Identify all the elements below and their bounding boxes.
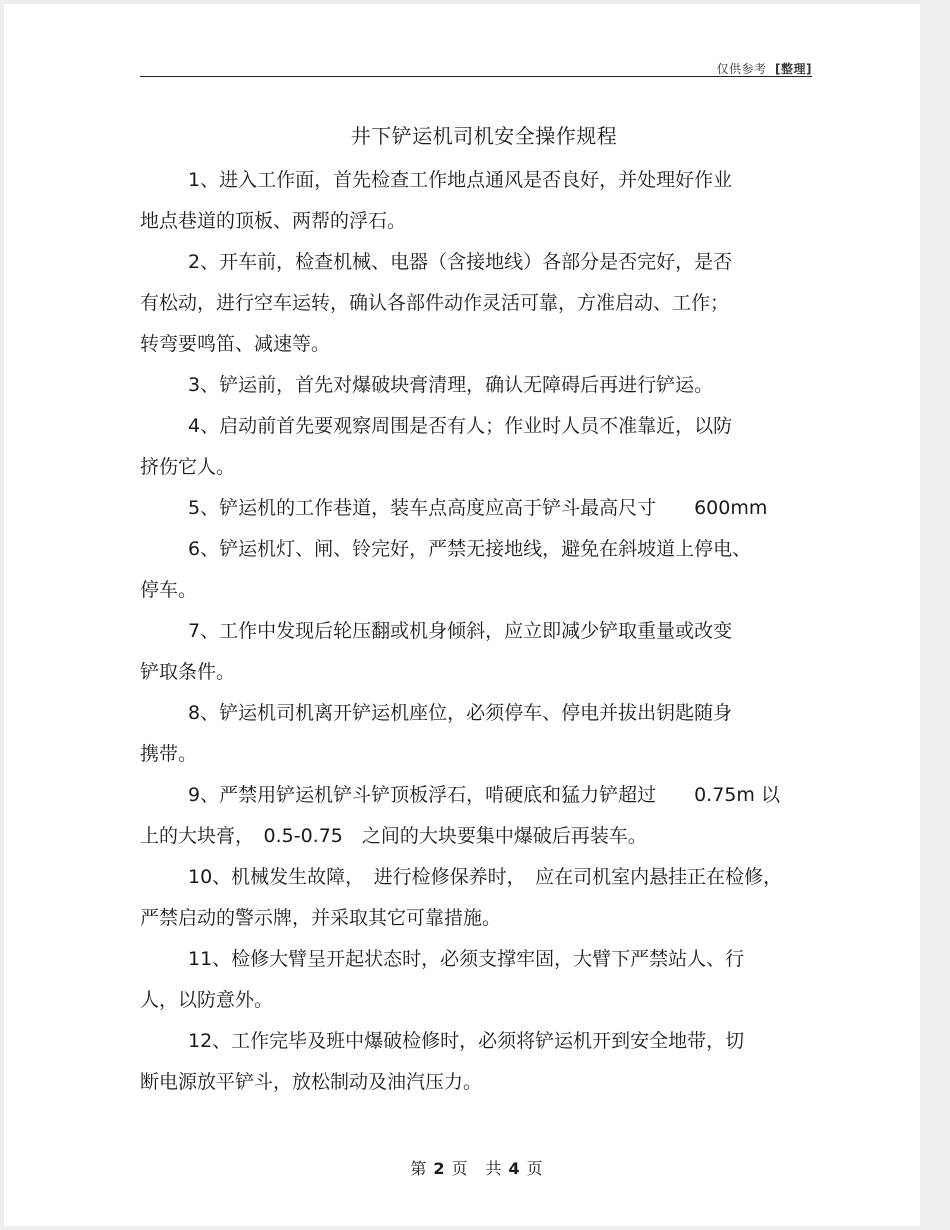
paragraph-line: 铲取条件。 (140, 661, 236, 683)
page-footer (4, 1156, 950, 1179)
paragraph-line: 1、进入工作面，首先检查工作地点通风是否良好，并处理好作业 (188, 169, 733, 191)
paragraph-2 (140, 242, 820, 365)
paragraph-10 (140, 857, 820, 939)
paragraph-5 (140, 488, 820, 529)
header-note-tag: [整理] (775, 62, 812, 76)
paragraph-line: 5、铲运机的工作巷道，装车点高度应高于铲斗最高尺寸 600mm (188, 497, 768, 519)
footer-suffix: 页 (526, 1159, 544, 1178)
paragraph-line: 11、检修大臂呈开起状态时，必须支撑牢固，大臂下严禁站人、行 (188, 948, 745, 970)
footer-middle: 页 共 (451, 1159, 503, 1178)
header-note (717, 60, 812, 77)
header-divider (140, 76, 812, 77)
current-page-number: 2 (433, 1159, 446, 1178)
paragraph-line: 有松动，进行空车运转，确认各部件动作灵活可靠，方准启动、工作； (140, 292, 730, 314)
paragraph-9 (140, 775, 820, 857)
paragraph-line: 10、机械发生故障， 进行检修保养时， 应在司机室内悬挂正在检修， (188, 866, 783, 888)
document-body (140, 160, 820, 1103)
paragraph-line: 4、启动前首先要观察周围是否有人；作业时人员不准靠近，以防 (188, 415, 733, 437)
paragraph-line: 人，以防意外。 (140, 989, 274, 1011)
paragraph-line: 6、铲运机灯、闸、铃完好，严禁无接地线，避免在斜坡道上停电、 (188, 538, 752, 560)
footer-prefix: 第 (410, 1159, 428, 1178)
paragraph-line: 2、开车前，检查机械、电器（含接地线）各部分是否完好，是否 (188, 251, 733, 273)
paragraph-1 (140, 160, 820, 242)
paragraph-11 (140, 939, 820, 1021)
paragraph-line: 12、工作完毕及班中爆破检修时，必须将铲运机开到安全地带，切 (188, 1030, 745, 1052)
paragraph-line: 3、铲运前，首先对爆破块膏清理，确认无障碍后再进行铲运。 (188, 374, 714, 396)
paragraph-line: 严禁启动的警示牌，并采取其它可靠措施。 (140, 907, 502, 929)
paragraph-12 (140, 1021, 820, 1103)
paragraph-line: 转弯要鸣笛、减速等。 (140, 333, 331, 355)
paragraph-line: 9、严禁用铲运机铲斗铲顶板浮石，啃硬底和猛力铲超过 0.75m 以 (188, 784, 780, 806)
paragraph-line: 上的大块膏， 0.5-0.75 之间的大块要集中爆破后再装车。 (140, 825, 647, 847)
document-title: 井下铲运机司机安全操作规程 (350, 124, 618, 148)
paragraph-3 (140, 365, 820, 406)
paragraph-line: 8、铲运机司机离开铲运机座位，必须停车、停电并拔出钥匙随身 (188, 702, 733, 724)
paragraph-8 (140, 693, 820, 775)
paragraph-6 (140, 529, 820, 611)
paragraph-line: 地点巷道的顶板、两帮的浮石。 (140, 210, 407, 232)
paragraph-line: 停车。 (140, 579, 198, 601)
total-pages-number: 4 (508, 1159, 521, 1178)
paragraph-line: 7、工作中发现后轮压翻或机身倾斜，应立即减少铲取重量或改变 (188, 620, 733, 642)
paragraph-7 (140, 611, 820, 693)
document-page (4, 4, 920, 1226)
header-note-text: 仅供参考 (716, 62, 767, 76)
paragraph-line: 携带。 (140, 743, 198, 765)
paragraph-line: 断电源放平铲斗，放松制动及油汽压力。 (140, 1071, 483, 1093)
paragraph-4 (140, 406, 820, 488)
paragraph-line: 挤伤它人。 (140, 456, 236, 478)
